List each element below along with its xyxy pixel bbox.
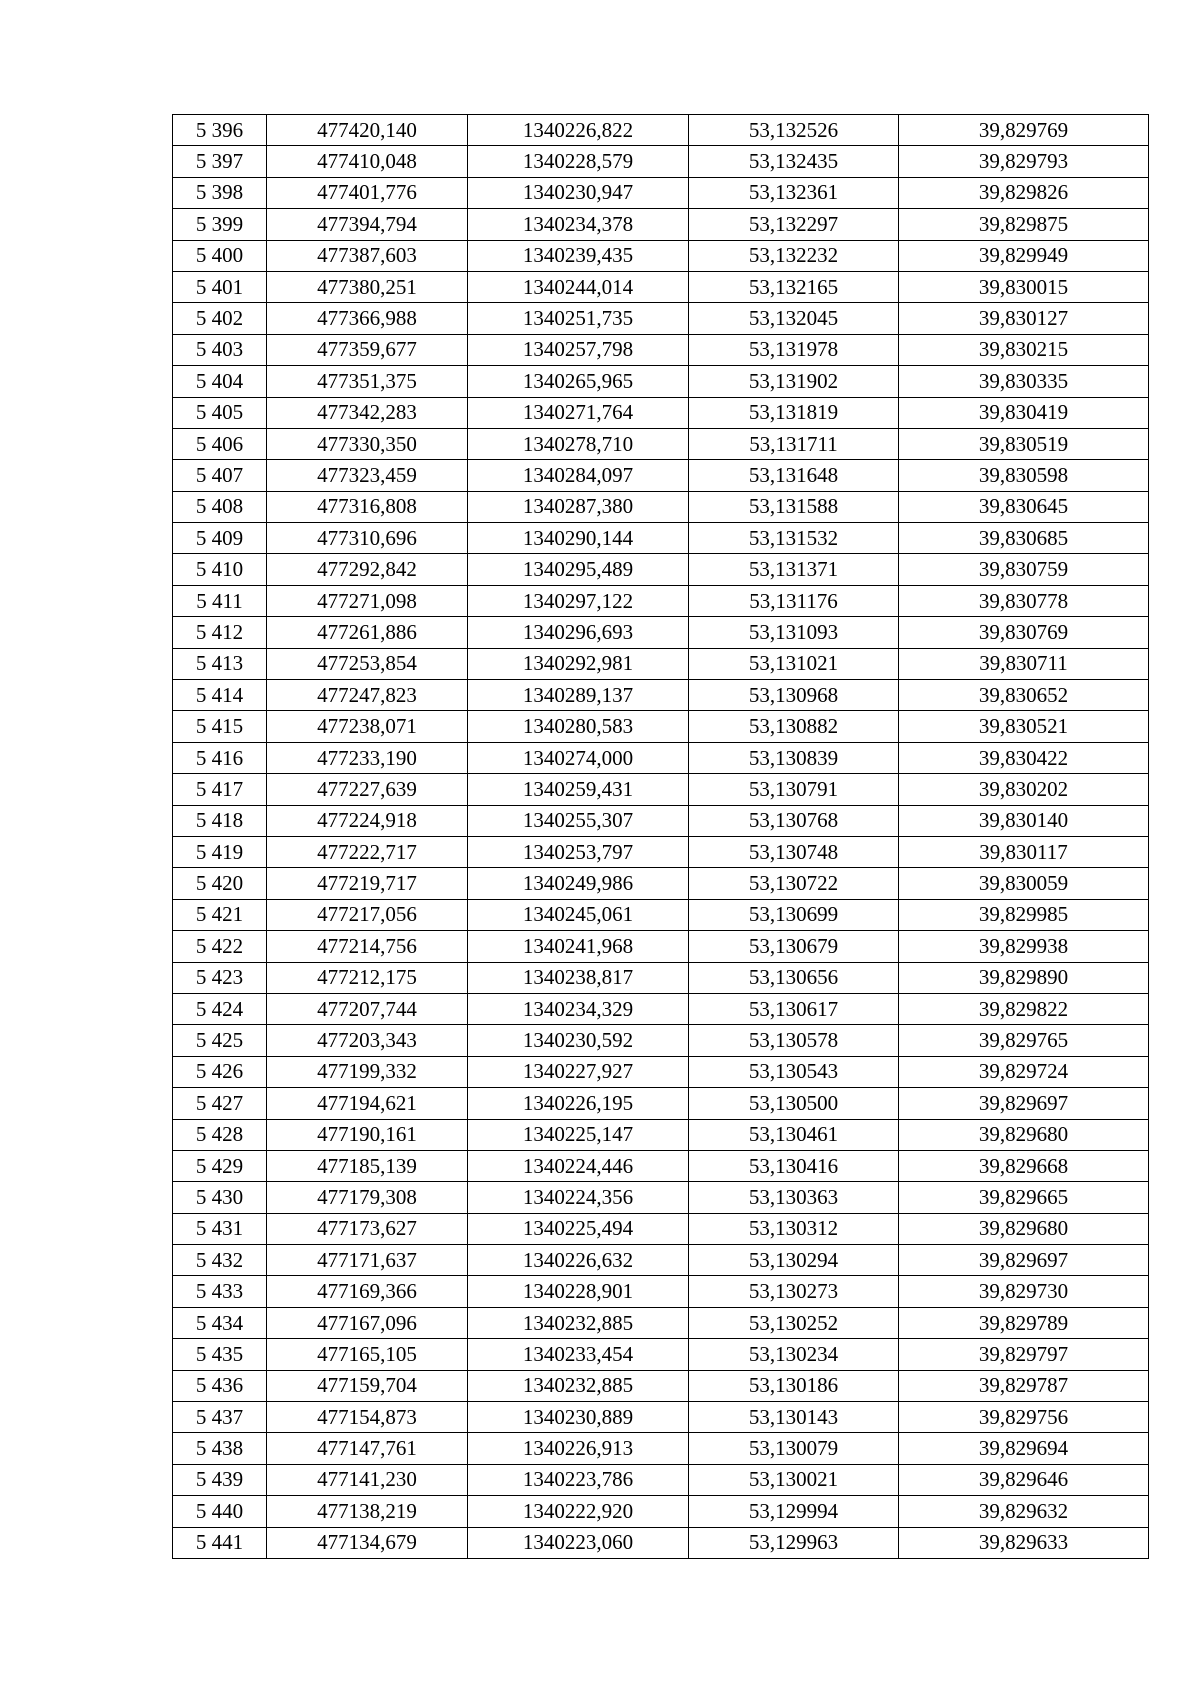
table-row (173, 1527, 1149, 1558)
longitude-cell: 39,830059 (899, 868, 1149, 899)
point-number-cell: 5 426 (173, 1056, 267, 1087)
point-number-cell: 5 409 (173, 523, 267, 554)
point-number-cell: 5 408 (173, 491, 267, 522)
table-row (173, 1150, 1149, 1181)
longitude-cell: 39,829789 (899, 1307, 1149, 1338)
longitude-cell: 39,829730 (899, 1276, 1149, 1307)
point-number-cell: 5 396 (173, 115, 267, 146)
longitude-cell: 39,829665 (899, 1182, 1149, 1213)
x-coordinate-cell: 477316,808 (267, 491, 468, 522)
y-coordinate-cell: 1340226,822 (468, 115, 689, 146)
latitude-cell: 53,130839 (689, 742, 899, 773)
y-coordinate-cell: 1340289,137 (468, 680, 689, 711)
longitude-cell: 39,830778 (899, 585, 1149, 616)
latitude-cell: 53,130416 (689, 1150, 899, 1181)
table-row (173, 931, 1149, 962)
point-number-cell: 5 410 (173, 554, 267, 585)
longitude-cell: 39,829697 (899, 1245, 1149, 1276)
x-coordinate-cell: 477224,918 (267, 805, 468, 836)
longitude-cell: 39,829765 (899, 1025, 1149, 1056)
latitude-cell: 53,130679 (689, 931, 899, 962)
y-coordinate-cell: 1340249,986 (468, 868, 689, 899)
point-number-cell: 5 403 (173, 334, 267, 365)
coordinates-table (172, 114, 1149, 1559)
longitude-cell: 39,830202 (899, 774, 1149, 805)
x-coordinate-cell: 477179,308 (267, 1182, 468, 1213)
latitude-cell: 53,132435 (689, 146, 899, 177)
y-coordinate-cell: 1340241,968 (468, 931, 689, 962)
point-number-cell: 5 400 (173, 240, 267, 271)
y-coordinate-cell: 1340222,920 (468, 1496, 689, 1527)
longitude-cell: 39,829826 (899, 177, 1149, 208)
point-number-cell: 5 402 (173, 303, 267, 334)
y-coordinate-cell: 1340292,981 (468, 648, 689, 679)
point-number-cell: 5 424 (173, 993, 267, 1024)
latitude-cell: 53,130699 (689, 899, 899, 930)
x-coordinate-cell: 477167,096 (267, 1307, 468, 1338)
latitude-cell: 53,130294 (689, 1245, 899, 1276)
latitude-cell: 53,132526 (689, 115, 899, 146)
table-row (173, 868, 1149, 899)
point-number-cell: 5 420 (173, 868, 267, 899)
x-coordinate-cell: 477253,854 (267, 648, 468, 679)
longitude-cell: 39,830759 (899, 554, 1149, 585)
y-coordinate-cell: 1340297,122 (468, 585, 689, 616)
longitude-cell: 39,829985 (899, 899, 1149, 930)
table-row (173, 334, 1149, 365)
longitude-cell: 39,829797 (899, 1339, 1149, 1370)
point-number-cell: 5 435 (173, 1339, 267, 1370)
latitude-cell: 53,130617 (689, 993, 899, 1024)
y-coordinate-cell: 1340230,592 (468, 1025, 689, 1056)
longitude-cell: 39,830335 (899, 366, 1149, 397)
y-coordinate-cell: 1340230,889 (468, 1402, 689, 1433)
longitude-cell: 39,829875 (899, 209, 1149, 240)
point-number-cell: 5 428 (173, 1119, 267, 1150)
longitude-cell: 39,829890 (899, 962, 1149, 993)
point-number-cell: 5 433 (173, 1276, 267, 1307)
x-coordinate-cell: 477199,332 (267, 1056, 468, 1087)
longitude-cell: 39,830140 (899, 805, 1149, 836)
latitude-cell: 53,130312 (689, 1213, 899, 1244)
y-coordinate-cell: 1340227,927 (468, 1056, 689, 1087)
table-row (173, 1433, 1149, 1464)
y-coordinate-cell: 1340230,947 (468, 177, 689, 208)
table-row (173, 617, 1149, 648)
point-number-cell: 5 411 (173, 585, 267, 616)
y-coordinate-cell: 1340271,764 (468, 397, 689, 428)
point-number-cell: 5 407 (173, 460, 267, 491)
x-coordinate-cell: 477219,717 (267, 868, 468, 899)
longitude-cell: 39,830652 (899, 680, 1149, 711)
table-row (173, 1088, 1149, 1119)
longitude-cell: 39,830015 (899, 271, 1149, 302)
longitude-cell: 39,829632 (899, 1496, 1149, 1527)
x-coordinate-cell: 477141,230 (267, 1464, 468, 1495)
point-number-cell: 5 413 (173, 648, 267, 679)
table-row (173, 523, 1149, 554)
x-coordinate-cell: 477292,842 (267, 554, 468, 585)
x-coordinate-cell: 477233,190 (267, 742, 468, 773)
longitude-cell: 39,829938 (899, 931, 1149, 962)
table-row (173, 554, 1149, 585)
longitude-cell: 39,830117 (899, 836, 1149, 867)
y-coordinate-cell: 1340278,710 (468, 428, 689, 459)
longitude-cell: 39,829949 (899, 240, 1149, 271)
point-number-cell: 5 429 (173, 1150, 267, 1181)
longitude-cell: 39,829756 (899, 1402, 1149, 1433)
latitude-cell: 53,129963 (689, 1527, 899, 1558)
point-number-cell: 5 434 (173, 1307, 267, 1338)
table-row (173, 303, 1149, 334)
latitude-cell: 53,132297 (689, 209, 899, 240)
latitude-cell: 53,130791 (689, 774, 899, 805)
y-coordinate-cell: 1340257,798 (468, 334, 689, 365)
y-coordinate-cell: 1340255,307 (468, 805, 689, 836)
point-number-cell: 5 423 (173, 962, 267, 993)
latitude-cell: 53,131819 (689, 397, 899, 428)
longitude-cell: 39,829646 (899, 1464, 1149, 1495)
table-row (173, 1056, 1149, 1087)
point-number-cell: 5 422 (173, 931, 267, 962)
y-coordinate-cell: 1340244,014 (468, 271, 689, 302)
point-number-cell: 5 405 (173, 397, 267, 428)
longitude-cell: 39,829680 (899, 1119, 1149, 1150)
latitude-cell: 53,131588 (689, 491, 899, 522)
point-number-cell: 5 418 (173, 805, 267, 836)
point-number-cell: 5 432 (173, 1245, 267, 1276)
latitude-cell: 53,130500 (689, 1088, 899, 1119)
x-coordinate-cell: 477203,343 (267, 1025, 468, 1056)
x-coordinate-cell: 477247,823 (267, 680, 468, 711)
x-coordinate-cell: 477171,637 (267, 1245, 468, 1276)
latitude-cell: 53,130578 (689, 1025, 899, 1056)
longitude-cell: 39,830127 (899, 303, 1149, 334)
table-row (173, 1182, 1149, 1213)
point-number-cell: 5 421 (173, 899, 267, 930)
latitude-cell: 53,132165 (689, 271, 899, 302)
table-row (173, 1402, 1149, 1433)
latitude-cell: 53,132232 (689, 240, 899, 271)
x-coordinate-cell: 477342,283 (267, 397, 468, 428)
x-coordinate-cell: 477154,873 (267, 1402, 468, 1433)
y-coordinate-cell: 1340280,583 (468, 711, 689, 742)
point-number-cell: 5 436 (173, 1370, 267, 1401)
point-number-cell: 5 404 (173, 366, 267, 397)
y-coordinate-cell: 1340224,356 (468, 1182, 689, 1213)
latitude-cell: 53,132045 (689, 303, 899, 334)
latitude-cell: 53,130882 (689, 711, 899, 742)
y-coordinate-cell: 1340223,060 (468, 1527, 689, 1558)
latitude-cell: 53,132361 (689, 177, 899, 208)
latitude-cell: 53,129994 (689, 1496, 899, 1527)
table-row (173, 1307, 1149, 1338)
table-row (173, 177, 1149, 208)
y-coordinate-cell: 1340228,901 (468, 1276, 689, 1307)
point-number-cell: 5 399 (173, 209, 267, 240)
table-row (173, 1025, 1149, 1056)
longitude-cell: 39,830598 (899, 460, 1149, 491)
point-number-cell: 5 398 (173, 177, 267, 208)
latitude-cell: 53,130252 (689, 1307, 899, 1338)
point-number-cell: 5 430 (173, 1182, 267, 1213)
longitude-cell: 39,830685 (899, 523, 1149, 554)
longitude-cell: 39,830422 (899, 742, 1149, 773)
latitude-cell: 53,130656 (689, 962, 899, 993)
point-number-cell: 5 397 (173, 146, 267, 177)
longitude-cell: 39,830419 (899, 397, 1149, 428)
y-coordinate-cell: 1340226,632 (468, 1245, 689, 1276)
x-coordinate-cell: 477420,140 (267, 115, 468, 146)
table-row (173, 491, 1149, 522)
x-coordinate-cell: 477238,071 (267, 711, 468, 742)
y-coordinate-cell: 1340296,693 (468, 617, 689, 648)
point-number-cell: 5 427 (173, 1088, 267, 1119)
longitude-cell: 39,830519 (899, 428, 1149, 459)
y-coordinate-cell: 1340234,329 (468, 993, 689, 1024)
point-number-cell: 5 416 (173, 742, 267, 773)
longitude-cell: 39,830215 (899, 334, 1149, 365)
latitude-cell: 53,130234 (689, 1339, 899, 1370)
table-row (173, 1339, 1149, 1370)
y-coordinate-cell: 1340233,454 (468, 1339, 689, 1370)
latitude-cell: 53,130768 (689, 805, 899, 836)
longitude-cell: 39,829769 (899, 115, 1149, 146)
x-coordinate-cell: 477185,139 (267, 1150, 468, 1181)
y-coordinate-cell: 1340295,489 (468, 554, 689, 585)
latitude-cell: 53,131711 (689, 428, 899, 459)
y-coordinate-cell: 1340226,913 (468, 1433, 689, 1464)
point-number-cell: 5 439 (173, 1464, 267, 1495)
latitude-cell: 53,130143 (689, 1402, 899, 1433)
latitude-cell: 53,130748 (689, 836, 899, 867)
table-row (173, 366, 1149, 397)
point-number-cell: 5 419 (173, 836, 267, 867)
table-row (173, 993, 1149, 1024)
longitude-cell: 39,829822 (899, 993, 1149, 1024)
x-coordinate-cell: 477147,761 (267, 1433, 468, 1464)
x-coordinate-cell: 477330,350 (267, 428, 468, 459)
y-coordinate-cell: 1340245,061 (468, 899, 689, 930)
point-number-cell: 5 437 (173, 1402, 267, 1433)
point-number-cell: 5 412 (173, 617, 267, 648)
x-coordinate-cell: 477212,175 (267, 962, 468, 993)
point-number-cell: 5 417 (173, 774, 267, 805)
table-row (173, 742, 1149, 773)
table-row (173, 1276, 1149, 1307)
longitude-cell: 39,830521 (899, 711, 1149, 742)
table-row (173, 585, 1149, 616)
table-row (173, 146, 1149, 177)
point-number-cell: 5 440 (173, 1496, 267, 1527)
x-coordinate-cell: 477207,744 (267, 993, 468, 1024)
point-number-cell: 5 425 (173, 1025, 267, 1056)
latitude-cell: 53,131371 (689, 554, 899, 585)
y-coordinate-cell: 1340225,494 (468, 1213, 689, 1244)
y-coordinate-cell: 1340224,446 (468, 1150, 689, 1181)
x-coordinate-cell: 477351,375 (267, 366, 468, 397)
y-coordinate-cell: 1340232,885 (468, 1307, 689, 1338)
x-coordinate-cell: 477380,251 (267, 271, 468, 302)
table-row (173, 962, 1149, 993)
x-coordinate-cell: 477401,776 (267, 177, 468, 208)
table-row (173, 1245, 1149, 1276)
x-coordinate-cell: 477165,105 (267, 1339, 468, 1370)
y-coordinate-cell: 1340223,786 (468, 1464, 689, 1495)
point-number-cell: 5 414 (173, 680, 267, 711)
latitude-cell: 53,131021 (689, 648, 899, 679)
y-coordinate-cell: 1340265,965 (468, 366, 689, 397)
y-coordinate-cell: 1340259,431 (468, 774, 689, 805)
x-coordinate-cell: 477310,696 (267, 523, 468, 554)
latitude-cell: 53,130186 (689, 1370, 899, 1401)
point-number-cell: 5 431 (173, 1213, 267, 1244)
longitude-cell: 39,829680 (899, 1213, 1149, 1244)
y-coordinate-cell: 1340284,097 (468, 460, 689, 491)
longitude-cell: 39,829697 (899, 1088, 1149, 1119)
latitude-cell: 53,130722 (689, 868, 899, 899)
y-coordinate-cell: 1340290,144 (468, 523, 689, 554)
latitude-cell: 53,131532 (689, 523, 899, 554)
table-row (173, 1119, 1149, 1150)
x-coordinate-cell: 477217,056 (267, 899, 468, 930)
y-coordinate-cell: 1340232,885 (468, 1370, 689, 1401)
x-coordinate-cell: 477261,886 (267, 617, 468, 648)
table-row (173, 240, 1149, 271)
longitude-cell: 39,829694 (899, 1433, 1149, 1464)
longitude-cell: 39,829633 (899, 1527, 1149, 1558)
x-coordinate-cell: 477387,603 (267, 240, 468, 271)
point-number-cell: 5 438 (173, 1433, 267, 1464)
longitude-cell: 39,829724 (899, 1056, 1149, 1087)
table-row (173, 397, 1149, 428)
point-number-cell: 5 401 (173, 271, 267, 302)
latitude-cell: 53,130968 (689, 680, 899, 711)
longitude-cell: 39,830711 (899, 648, 1149, 679)
y-coordinate-cell: 1340228,579 (468, 146, 689, 177)
x-coordinate-cell: 477359,677 (267, 334, 468, 365)
x-coordinate-cell: 477138,219 (267, 1496, 468, 1527)
latitude-cell: 53,130543 (689, 1056, 899, 1087)
table-row (173, 648, 1149, 679)
x-coordinate-cell: 477323,459 (267, 460, 468, 491)
table-row (173, 1370, 1149, 1401)
table-row (173, 1464, 1149, 1495)
table-row (173, 460, 1149, 491)
x-coordinate-cell: 477134,679 (267, 1527, 468, 1558)
x-coordinate-cell: 477394,794 (267, 209, 468, 240)
table-row (173, 711, 1149, 742)
x-coordinate-cell: 477173,627 (267, 1213, 468, 1244)
x-coordinate-cell: 477366,988 (267, 303, 468, 334)
table-row (173, 836, 1149, 867)
longitude-cell: 39,829787 (899, 1370, 1149, 1401)
table-row (173, 899, 1149, 930)
x-coordinate-cell: 477169,366 (267, 1276, 468, 1307)
table-row (173, 774, 1149, 805)
longitude-cell: 39,830645 (899, 491, 1149, 522)
latitude-cell: 53,131978 (689, 334, 899, 365)
y-coordinate-cell: 1340234,378 (468, 209, 689, 240)
y-coordinate-cell: 1340225,147 (468, 1119, 689, 1150)
y-coordinate-cell: 1340238,817 (468, 962, 689, 993)
x-coordinate-cell: 477190,161 (267, 1119, 468, 1150)
y-coordinate-cell: 1340226,195 (468, 1088, 689, 1119)
latitude-cell: 53,131648 (689, 460, 899, 491)
table-row (173, 428, 1149, 459)
x-coordinate-cell: 477227,639 (267, 774, 468, 805)
latitude-cell: 53,130079 (689, 1433, 899, 1464)
point-number-cell: 5 441 (173, 1527, 267, 1558)
longitude-cell: 39,829668 (899, 1150, 1149, 1181)
x-coordinate-cell: 477194,621 (267, 1088, 468, 1119)
table-row (173, 1213, 1149, 1244)
table-row (173, 115, 1149, 146)
point-number-cell: 5 406 (173, 428, 267, 459)
y-coordinate-cell: 1340287,380 (468, 491, 689, 522)
latitude-cell: 53,131093 (689, 617, 899, 648)
x-coordinate-cell: 477222,717 (267, 836, 468, 867)
y-coordinate-cell: 1340251,735 (468, 303, 689, 334)
y-coordinate-cell: 1340274,000 (468, 742, 689, 773)
table-row (173, 680, 1149, 711)
table-row (173, 271, 1149, 302)
x-coordinate-cell: 477214,756 (267, 931, 468, 962)
latitude-cell: 53,130021 (689, 1464, 899, 1495)
x-coordinate-cell: 477159,704 (267, 1370, 468, 1401)
table-row (173, 805, 1149, 836)
x-coordinate-cell: 477410,048 (267, 146, 468, 177)
latitude-cell: 53,130363 (689, 1182, 899, 1213)
latitude-cell: 53,130273 (689, 1276, 899, 1307)
table-row (173, 209, 1149, 240)
table-row (173, 1496, 1149, 1527)
y-coordinate-cell: 1340253,797 (468, 836, 689, 867)
latitude-cell: 53,130461 (689, 1119, 899, 1150)
longitude-cell: 39,829793 (899, 146, 1149, 177)
latitude-cell: 53,131176 (689, 585, 899, 616)
point-number-cell: 5 415 (173, 711, 267, 742)
latitude-cell: 53,131902 (689, 366, 899, 397)
x-coordinate-cell: 477271,098 (267, 585, 468, 616)
longitude-cell: 39,830769 (899, 617, 1149, 648)
coordinates-table-body (173, 115, 1149, 1559)
y-coordinate-cell: 1340239,435 (468, 240, 689, 271)
